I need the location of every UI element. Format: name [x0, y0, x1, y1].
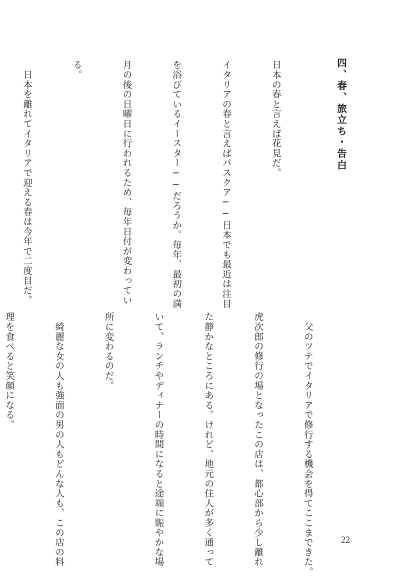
text-line: いて、ランチやディナーの時間になると途端に賑やかな場	[152, 312, 164, 567]
text-line: る。	[70, 60, 82, 80]
text-line: を浴びているイースター──だろうか。毎年、最初の満	[170, 60, 182, 309]
text-line: 理を食べると笑顔になる。	[3, 312, 15, 430]
text-line: イタリアの春と言えばパスクア──日本でも最近は注目	[220, 60, 232, 309]
upper-text-block	[0, 60, 316, 309]
text-line: 虎次郎の修行の場となったこの店は、都心部から少し離れ	[252, 312, 264, 567]
text-line: 日本を離れてイタリアで迎える春は今年で二度目だ。	[20, 60, 32, 305]
page-number: 22	[341, 535, 350, 545]
text-line: 月の後の日曜日に行われるため、毎年日付が変わってい	[120, 60, 132, 305]
text-line: 綺麗な女の人も強面の男の人もどんな人も、この店の料	[52, 312, 64, 567]
text-line: 父のツテでイタリアで修行する機会を得てここまできた。	[301, 312, 313, 577]
text-line: 所に変わるのだ。	[102, 312, 114, 391]
section-heading: 四、春、旅立ち・告白	[335, 58, 346, 171]
text-line: 日本の春と言えば花見だ。	[269, 60, 281, 178]
text-line: た静かなところにある。けれど、地元の住人が多く通って	[202, 312, 214, 567]
